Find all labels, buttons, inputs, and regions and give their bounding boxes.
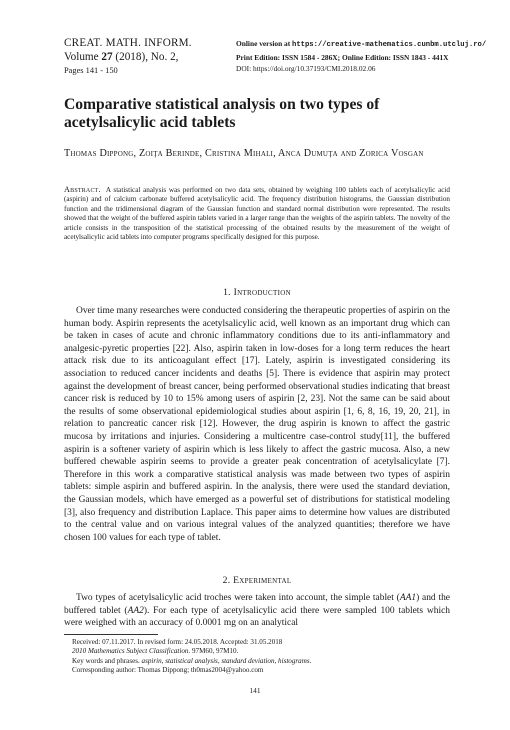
section-body-introduction [64, 305, 450, 544]
doi-line[interactable]: DOI: https://doi.org/10.37193/CMI.2018.02.06 [236, 64, 376, 73]
corresponding-author: Corresponding author: Thomas Dippong; th0mas2004@yahoo.com [72, 666, 264, 675]
journal-volume: Volume 27 (2018), No. 2, [64, 51, 179, 63]
keywords: Key words and phrases. aspirin, statistical analysis, standard deviation, histograms. [72, 656, 312, 665]
page-number: 141 [249, 686, 261, 695]
received-dates: Received: 07.11.2017. In revised form: 24.05.2018. Accepted: 31.05.2018 [72, 638, 283, 646]
journal-name: CREAT. MATH. INFORM. [64, 37, 192, 49]
issn-line: Print Edition: ISSN 1584 - 286X; Online Edition: ISSN 1843 - 441X [236, 52, 449, 62]
footnotes [72, 638, 452, 676]
footnote-rule [64, 634, 158, 635]
paragraph: Over time many researches were conducted considering the therapeutic properties of aspirin on the human body. Aspirin represents the acetylsalicylic acid, well known as an important drug which can be taken in cases of acute and chronic inflammatory conditions due to its anti-inflammatory and analgesic-pyretic properties [22]. Also, aspirin taken in low-doses for a long term reduces the heart attack risk due to its anticoagulant effect [17]. Lately, aspirin is investigated considering its association to reduced cancer incidents and deaths [5]. There is evidence that aspirin may protect against the development of breast cancer, being performed observational studies indicating that breast cancer risk is reduced by 10 to 15% among users of aspirin [2, 23]. Not the same can be said about the results of some observational epidemiological studies about aspirin [1, 6, 8, 16, 19, 20, 21], in relation to pancreatic cancer risk [12]. However, the drug aspirin is known to affect the gastric mucosa by irritations and injuries. Considering a multicentre case-control study[11], the buffered aspirin is a softener variety of aspirin which is less likely to affect the gastric mucosa. Also, a new buffered chewable aspirin seems to provide a greater peak concentration of acetylsalicylate [7]. Therefore in this work a comparative statistical analysis was made between two types of aspirin tablets: simple aspirin and buffered aspirin. In the analysis, there were used the standard deviation, the Gaussian models, which have emerged as a powerful set of distributions for statistical modeling [3], also frequency and distribution Laplace. This paper aims to determine how values are distributed to the central value and on various integral values of the analyzed quantities; therefore we have chosen 100 values for each type of tablet. [64, 306, 450, 543]
online-version: Online version at https://creative-mathematics.cunbm.utcluj.ro/ [236, 39, 487, 49]
paragraph: Two types of acetylsalicylic acid troches were taken into account, the simple tablet (AA1) and the buffered tablet (AA2). For each type of acetylsalicylic acid there were sampled 100 tablets which were weighed with an accuracy of 0.0001 mg on an analytical [64, 593, 450, 629]
abstract-text: A statistical analysis was performed on two data sets, obtained by weighing 100 tablets each of acetylsalicylic acid (aspirin) and of calcium carbonate buffered acetylsalicylic acid. The frequency distribution histograms, the Gaussian distribution function and the tridimensional diagram of the Gaussian function and standard normal distribution were represented. The results showed that the weight of the buffered aspirin tablets varied in a larger range than the weights of the aspirin tablets. The novelty of the article consists in the transposition of the statistical processing of the obtained results by the measurement of the weight of acetylsalicylic acid tablets into computer programs specifically designed for this purpose. [64, 186, 450, 242]
page-range: Pages 141 - 150 [64, 66, 118, 75]
msc-classification: 2010 Mathematics Subject Classification. 97M60, 97M10. [72, 647, 239, 656]
online-url[interactable]: https://creative-mathematics.cunbm.utcluj.ro/ [292, 41, 487, 49]
section-heading-introduction: 1. Introduction [223, 287, 291, 298]
abstract [64, 185, 450, 242]
section-body-experimental [64, 592, 450, 630]
section-heading-experimental: 2. Experimental [222, 575, 292, 586]
abstract-label: Abstract. [64, 185, 101, 194]
author-list: Thomas Dippong, Zoiţa Berinde, Cristina Mihali, Anca Dumuţa and Zorica Vosgan [64, 148, 424, 159]
paper-title: Comparative statistical analysis on two types of acetylsalicylic acid tablets [64, 96, 380, 131]
journal-header [64, 36, 224, 77]
publication-info [236, 38, 487, 75]
